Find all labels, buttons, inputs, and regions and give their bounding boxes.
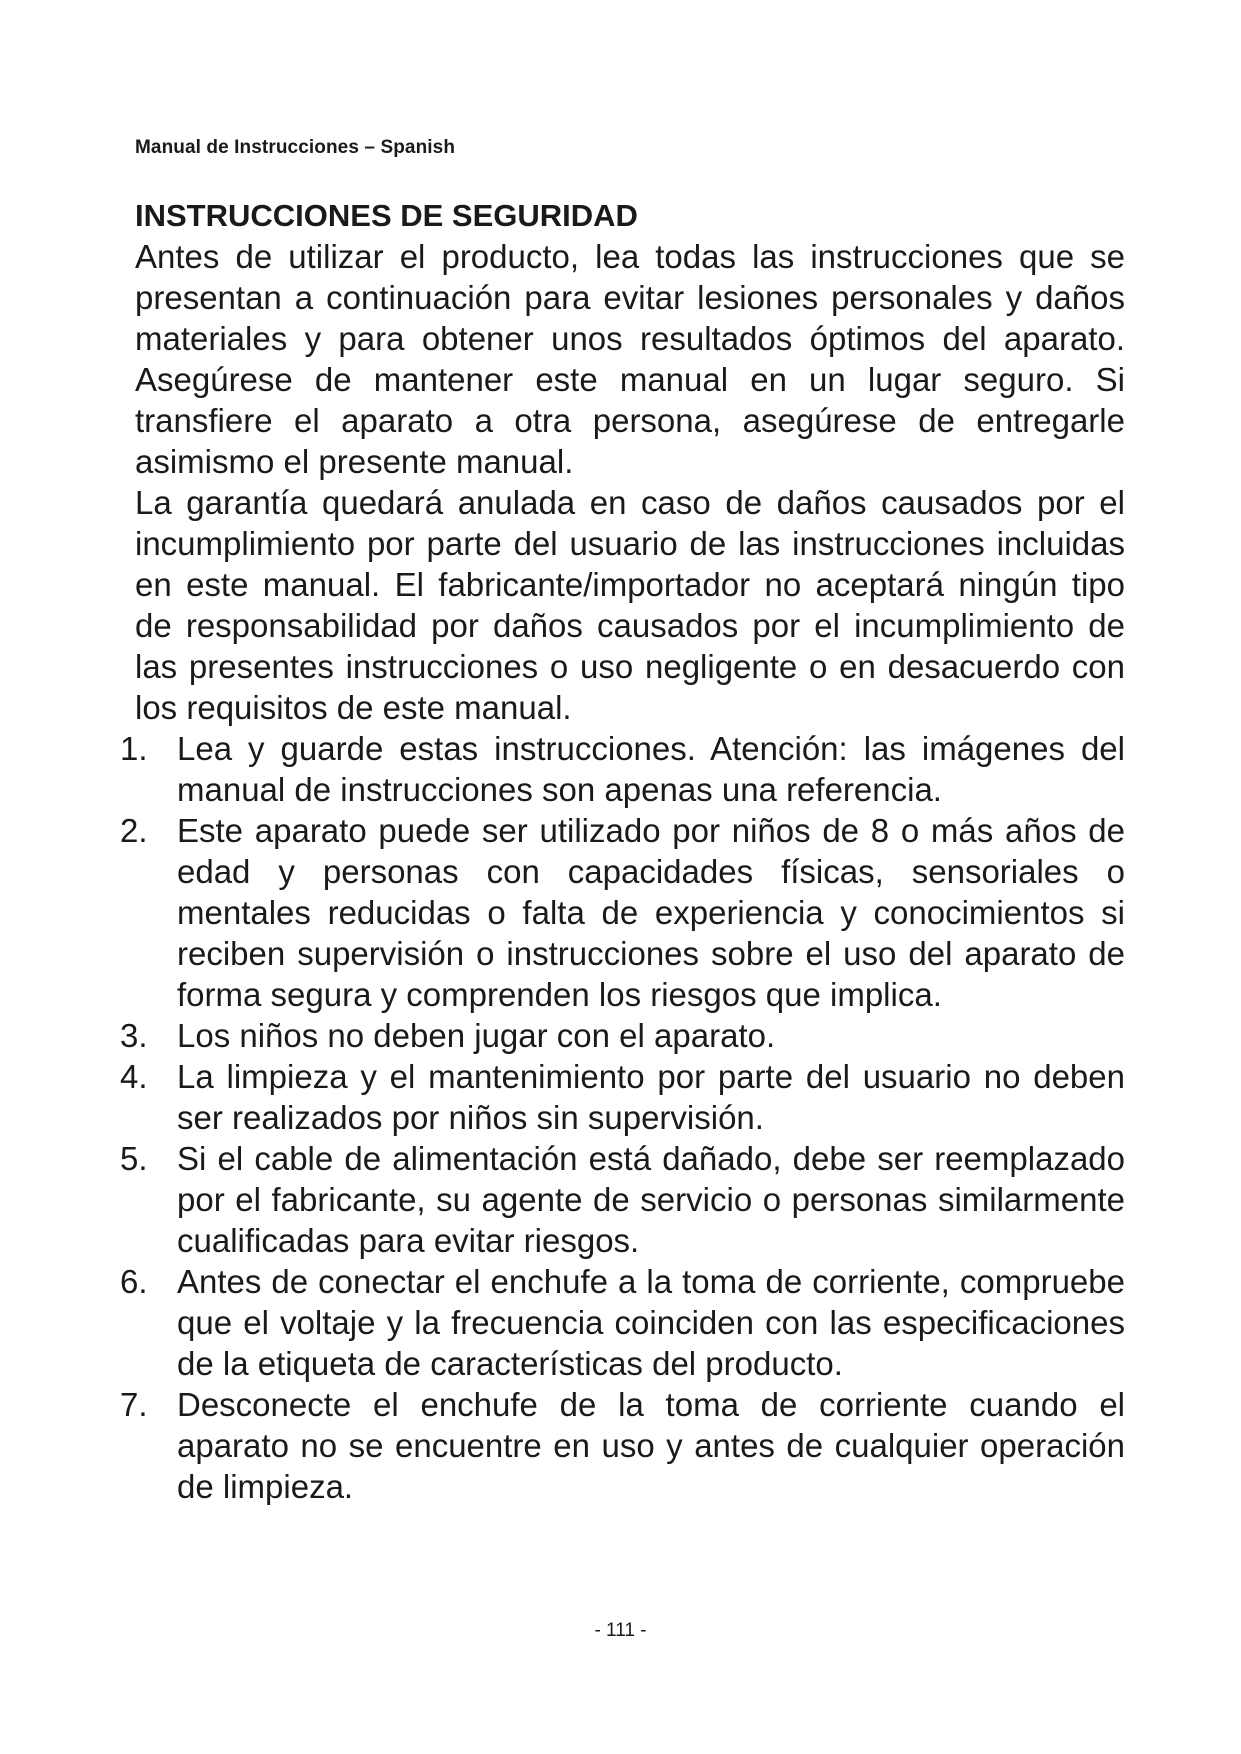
safety-instructions-list [120, 728, 1125, 1507]
page-number: - 111 - [594, 1620, 647, 1641]
list-item [120, 1384, 1125, 1507]
safety-section [120, 196, 1125, 1507]
warranty-paragraph: La garantía quedará anulada en caso de daños causados por el incumplimiento por parte del usuario de las instrucciones incluidas en este manual. El fabricante/importador no aceptará ningún tipo de responsabilidad por daños causados por el incumplimiento de las presentes instrucciones o uso negligente o en desacuerdo con los requisitos de este manual. [135, 484, 1125, 726]
list-item-text: Antes de conectar el enchufe a la toma de corriente, compruebe que el voltaje y la frecuencia coinciden con las especificaciones de la etiqueta de características del producto. [177, 1263, 1125, 1382]
list-item [120, 1138, 1125, 1261]
list-item-number: 1. [120, 730, 148, 767]
list-item-text: La limpieza y el mantenimiento por parte del usuario no deben ser realizados por niños sin supervisión. [177, 1058, 1125, 1136]
list-item [120, 1261, 1125, 1384]
list-item-text: Si el cable de alimentación está dañado, debe ser reemplazado por el fabricante, su agente de servicio o personas similarmente cualificadas para evitar riesgos. [177, 1140, 1125, 1259]
list-item-number: 3. [120, 1017, 148, 1054]
running-header: Manual de Instrucciones – Spanish [135, 137, 456, 158]
list-item-number: 4. [120, 1058, 148, 1095]
list-item [120, 1056, 1125, 1138]
list-item-text: Este aparato puede ser utilizado por niños de 8 o más años de edad y personas con capacidades físicas, sensoriales o mentales reducidas o falta de experiencia y conocimientos si reciben supervisión o instrucciones sobre el uso del aparato de forma segura y comprenden los riesgos que implica. [177, 812, 1125, 1013]
list-item [120, 810, 1125, 1015]
intro-paragraph: Antes de utilizar el producto, lea todas las instrucciones que se presentan a continuación para evitar lesiones personales y daños materiales y para obtener unos resultados óptimos del aparato. Asegúrese de mantener este manual en un lugar seguro. Si transfiere el aparato a otra persona, asegúrese de entregarle asimismo el presente manual. [135, 238, 1125, 480]
list-item-number: 5. [120, 1140, 148, 1177]
list-item-number: 6. [120, 1263, 148, 1300]
list-item-number: 2. [120, 812, 148, 849]
list-item [120, 728, 1125, 810]
list-item-text: Lea y guarde estas instrucciones. Atención: las imágenes del manual de instrucciones son apenas una referencia. [177, 730, 1125, 808]
section-title: INSTRUCCIONES DE SEGURIDAD [135, 198, 638, 233]
list-item-text: Desconecte el enchufe de la toma de corriente cuando el aparato no se encuentre en uso y antes de cualquier operación de limpieza. [177, 1386, 1125, 1505]
list-item [120, 1015, 1125, 1056]
list-item-number: 7. [120, 1386, 148, 1423]
list-item-text: Los niños no deben jugar con el aparato. [177, 1017, 776, 1054]
